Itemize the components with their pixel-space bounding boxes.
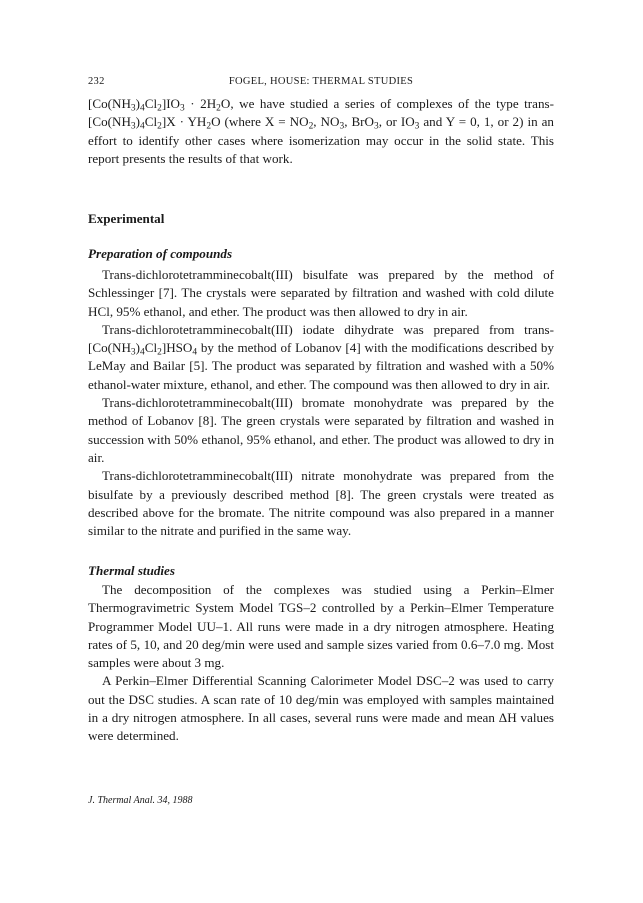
subsection-heading-preparation: Preparation of compounds — [88, 246, 233, 261]
section-heading-experimental: Experimental — [88, 211, 165, 226]
paragraph-bromate: Trans-dichlorotetramminecobalt(III) bromate monohydrate was prepared by the method of Lobanov [8]. The green crystals were separated by filtration and washed in succession with 50% ethanol, 95% ethanol, and ether. The product was allowed to dry in air. — [88, 395, 554, 465]
page-number: 232 — [88, 76, 105, 87]
intro-text: $[Co(NH_3)_4Cl_2]IO_3 \cdot 2H_2O$, we have studied a series of complexes of the type trans-$[Co(NH_3)_4Cl_2]X \cdot YH_2O$ (where $X = NO_2$, $NO_3$, BrO$_3$, or $IO_3$ and Y = 0, 1, or 2) in an effort to identify other cases where isomerization may occur in the solid state. This report presents the results of that work. — [88, 96, 554, 166]
paragraph-iodate: Trans-dichlorotetramminecobalt(III) iodate dihydrate was prepared from trans-$[Co(NH_3)_4Cl_2]HSO_4$ by the method of Lobanov [4] with the modifications described by LeMay and Bailar [5]. The product was separated by filtration and washed with a 50% ethanol-water mixture, ethanol, and ether. The compound was then allowed to dry in air. — [88, 321, 554, 392]
preparation-section — [88, 266, 554, 540]
paragraph-tgs: The decomposition of the complexes was studied using a Perkin–Elmer Thermogravimetric System Model TGS–2 controlled by a Perkin–Elmer Temperature Programmer Model UU–1. All runs were made in a dry nitrogen atmosphere. Heating rates of 5, 10, and 20 deg/min were used and sample sizes varied from 0.6–7.0 mg. Most samples were about 3 mg. — [88, 582, 554, 671]
running-title: FOGEL, HOUSE: THERMAL STUDIES — [228, 76, 414, 87]
paragraph-nitrate: Trans-dichlorotetramminecobalt(III) nitrate monohydrate was prepared from the bisulfate by a previously described method [8]. The green crystals were treated as described above for the bromate. The nitrite compound was also prepared in a manner similar to the nitrate and purified in the same way. — [88, 468, 554, 539]
subsection-heading-thermal: Thermal studies — [88, 563, 175, 578]
journal-citation: J. Thermal Anal. 34, 1988 — [88, 795, 193, 806]
paragraph-bisulfate: Trans-dichlorotetramminecobalt(III) bisulfate was prepared by the method of Schlessinger [7]. The crystals were separated by filtration and washed with cold dilute HCl, 95% ethanol, and ether. The product was then allowed to dry in air. — [88, 267, 554, 319]
intro-paragraph — [88, 95, 554, 168]
paragraph-dsc: A Perkin–Elmer Differential Scanning Calorimeter Model DSC–2 was used to carry out the DSC studies. A scan rate of 10 deg/min was employed with samples maintained in a dry nitrogen atmosphere. In all cases, several runs were made and mean ΔH values were determined. — [88, 673, 554, 744]
running-head — [88, 76, 554, 90]
thermal-section — [88, 581, 554, 746]
